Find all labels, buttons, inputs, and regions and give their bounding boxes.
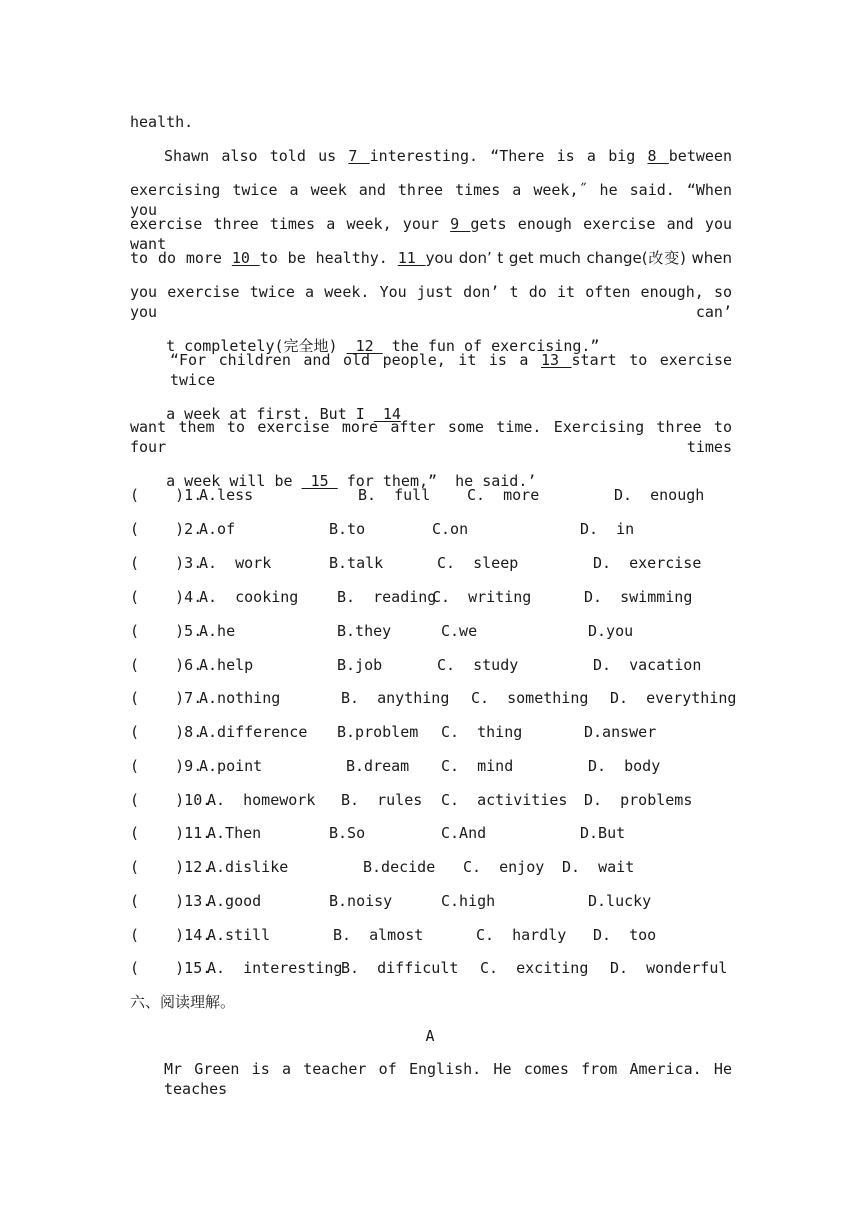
blank-8: 8 [647,147,669,165]
question-number[interactable]: ( )8. [130,723,203,741]
option-a: A.Then [207,824,262,842]
option-b: B. almost [333,926,424,944]
option-a: A.less [199,486,254,504]
option-b: B.to [329,520,366,538]
blank-12: 12 [346,337,383,355]
passage-line: exercising twice a week and three times a week,˝ he said. “When you [130,181,732,219]
option-d: D. wonderful [610,959,728,977]
option-a: A.he [199,622,236,640]
option-a: A. interesting [207,959,343,977]
option-c: C.we [441,622,478,640]
option-b: B.dream [346,757,410,775]
option-b: B. full [358,486,431,504]
option-d: D. too [593,926,657,944]
question-number[interactable]: ( )9. [130,757,203,775]
question-number[interactable]: ( )10. [130,791,212,809]
blank-15: 15 [301,472,338,490]
option-b: B.So [329,824,366,842]
option-c: C.high [441,892,496,910]
option-c: C. study [437,656,519,674]
option-d: D. problems [584,791,693,809]
option-d: D. body [588,757,661,775]
option-d: D. exercise [593,554,702,572]
option-c: C. activities [441,791,568,809]
option-c: C. mind [441,757,514,775]
passage-line: t completely(完全地) 12 the fun of exercising.” [166,337,600,355]
option-c: C. exciting [480,959,589,977]
option-c: C.on [432,520,469,538]
blank-9: 9 [450,215,471,233]
option-b: B. difficult [341,959,459,977]
option-b: B.decide [363,858,436,876]
passage-line: want them to exercise more after some time. Exercising three to four times [130,418,732,456]
option-c: C.And [441,824,487,842]
option-a: A.still [207,926,271,944]
option-a: A. work [199,554,272,572]
option-b: B. rules [341,791,423,809]
blank-14: 14 [373,405,401,423]
blank-10: 10 [231,249,260,267]
question-number[interactable]: ( )15. [130,959,212,977]
option-d: D. everything [610,689,737,707]
option-b: B.job [337,656,383,674]
option-d: D.lucky [588,892,652,910]
passage-line: “For children and old people, it is a 13 start to exercise twice [170,351,733,389]
passage-label: A [425,1027,435,1045]
option-d: D. in [580,520,635,538]
option-a: A.good [207,892,262,910]
passage-line: you exercise twice a week. You just don’ t do it often enough, so you can’ [130,283,732,321]
option-d: D.you [588,622,634,640]
option-d: D.But [580,824,626,842]
option-d: D.answer [584,723,657,741]
question-number[interactable]: ( )2. [130,520,203,538]
question-number[interactable]: ( )13. [130,892,212,910]
question-number[interactable]: ( )7. [130,689,203,707]
option-b: B. reading [337,588,437,606]
question-number[interactable]: ( )3. [130,554,203,572]
option-c: C. writing [432,588,532,606]
option-a: A. homework [207,791,316,809]
option-c: C. sleep [437,554,519,572]
blank-7: 7 [348,147,370,165]
option-a: A.help [199,656,254,674]
option-c: C. hardly [476,926,567,944]
option-a: A.dislike [207,858,289,876]
passage-line: a week at first. But I 14 [166,405,401,423]
question-number[interactable]: ( )4. [130,588,203,606]
passage-line: health. [130,113,194,131]
passage-line: a week will be 15 for them,” he said.’ [166,472,537,490]
question-number[interactable]: ( )5. [130,622,203,640]
option-c: C. more [467,486,540,504]
option-d: D. vacation [593,656,702,674]
blank-13: 13 [540,351,572,369]
question-number[interactable]: ( )14. [130,926,212,944]
option-c: C. something [471,689,589,707]
passage-line: Shawn also told us 7 interesting. “There is a big 8 between [164,147,732,165]
option-a: A.nothing [199,689,281,707]
option-c: C. thing [441,723,523,741]
option-a: A. cooking [199,588,299,606]
question-number[interactable]: ( )12. [130,858,212,876]
question-number[interactable]: ( )11. [130,824,212,842]
option-b: B.talk [329,554,384,572]
option-b: B.they [337,622,392,640]
question-number[interactable]: ( )1. [130,486,203,504]
blank-11: 11 [397,249,426,267]
question-number[interactable]: ( )6. [130,656,203,674]
passage-line: exercise three times a week, your 9 gets enough exercise and you want [130,215,733,253]
passage-line: to do more 10 to be healthy. 11 you don’ t get much change(改变) when [130,249,733,267]
section-heading: 六、阅读理解。 [130,993,236,1011]
option-b: B.noisy [329,892,393,910]
option-d: D. wait [562,858,635,876]
option-b: B.problem [337,723,419,741]
option-d: D. enough [614,486,705,504]
option-b: B. anything [341,689,450,707]
option-a: A.point [199,757,263,775]
option-d: D. swimming [584,588,693,606]
option-c: C. enjoy [463,858,545,876]
passage-line: Mr Green is a teacher of English. He comes from America. He teaches [164,1060,732,1098]
option-a: A.of [199,520,236,538]
option-a: A.difference [199,723,308,741]
